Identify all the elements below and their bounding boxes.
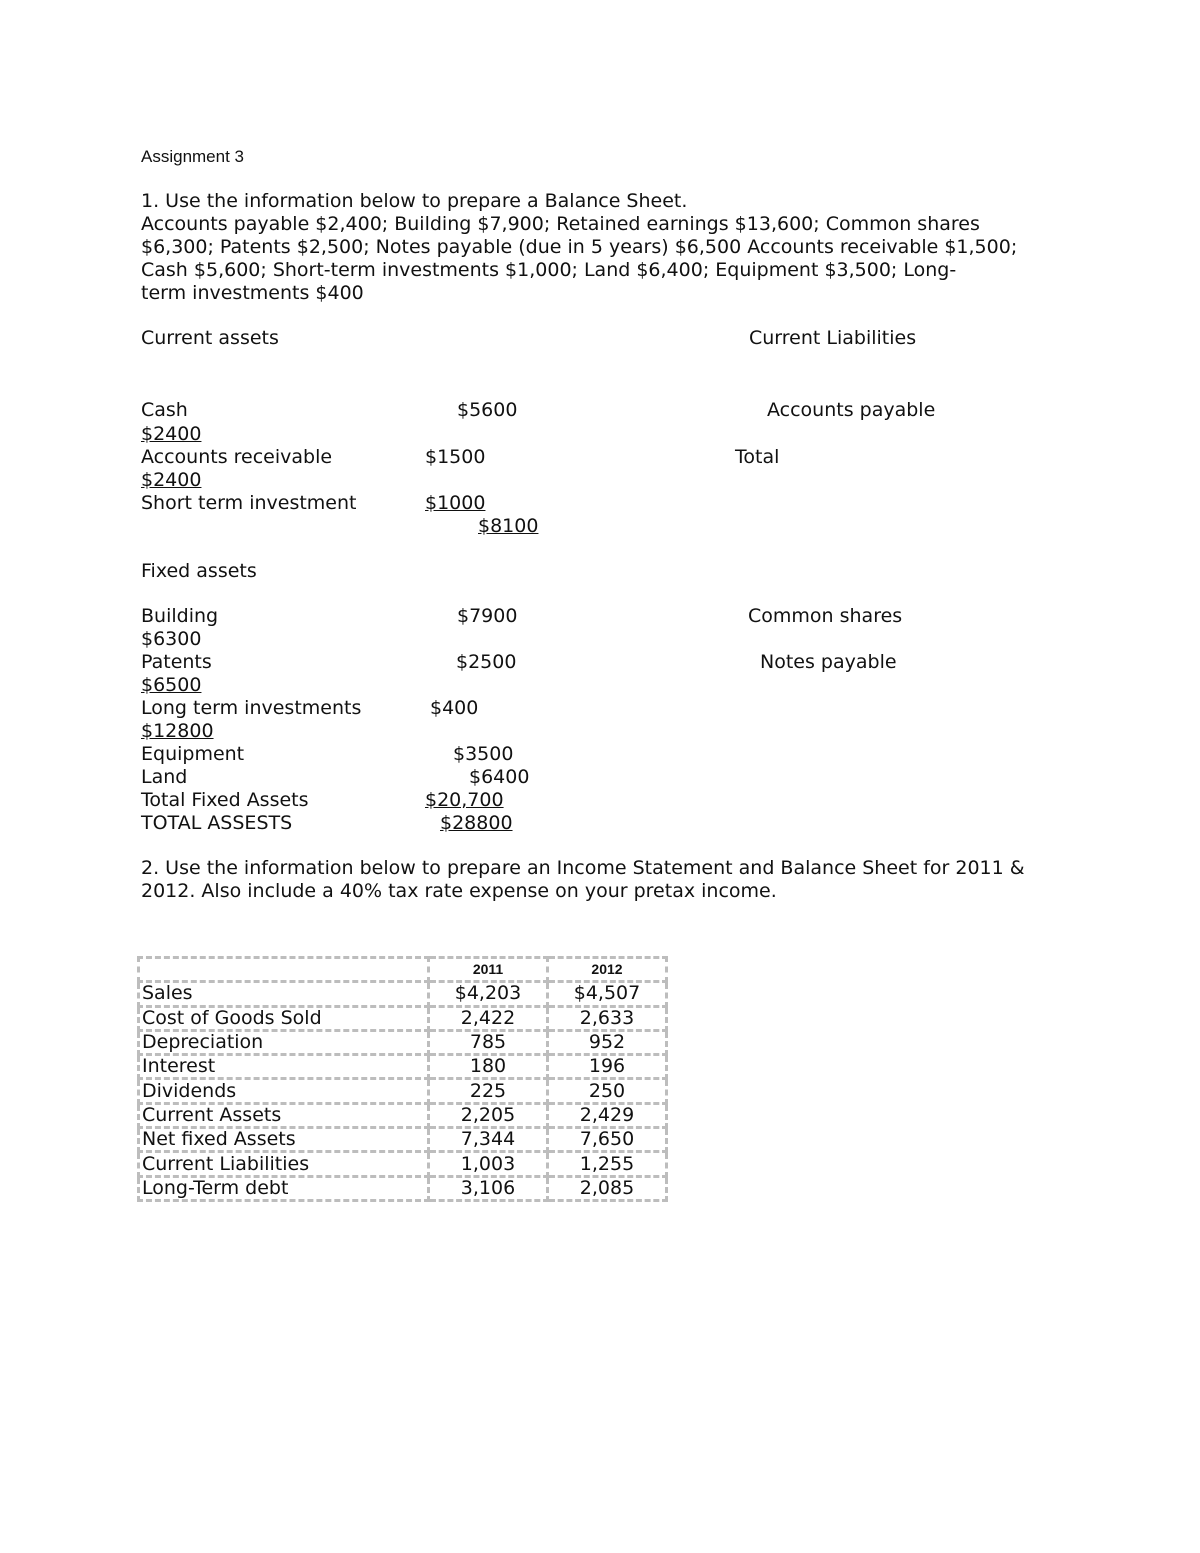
row-label: Long-Term debt bbox=[139, 1176, 429, 1200]
cell-2012: 952 bbox=[548, 1030, 667, 1054]
table-row bbox=[139, 1006, 667, 1030]
table-row bbox=[139, 1176, 667, 1200]
equity-total-value: $12800 bbox=[141, 720, 214, 742]
table-row bbox=[139, 1128, 667, 1152]
total-fixed-assets-value: $20,700 bbox=[425, 789, 504, 811]
cell-2012: 2,633 bbox=[548, 1006, 667, 1030]
row-label: Depreciation bbox=[139, 1030, 429, 1054]
common-shares-value: $6300 bbox=[141, 628, 202, 650]
accounts-payable-label: Accounts payable bbox=[767, 399, 936, 421]
cell-2011: 3,106 bbox=[429, 1176, 548, 1200]
current-assets-total: $8100 bbox=[478, 515, 539, 537]
notes-payable-label: Notes payable bbox=[760, 651, 897, 673]
cell-2012: 7,650 bbox=[548, 1128, 667, 1152]
cell-2011: 2,205 bbox=[429, 1103, 548, 1127]
table-row bbox=[139, 1079, 667, 1103]
row-label: Current Assets bbox=[139, 1103, 429, 1127]
short-term-investment-value: $1000 bbox=[425, 492, 486, 514]
question-1-info-line: Cash $5,600; Short-term investments $1,000; Land $6,400; Equipment $3,500; Long- bbox=[141, 259, 957, 281]
question-2-prompt-line: 2. Use the information below to prepare an Income Statement and Balance Sheet for 2011 & bbox=[141, 857, 1025, 879]
row-label: Sales bbox=[139, 982, 429, 1006]
cell-2011: 785 bbox=[429, 1030, 548, 1054]
table-row bbox=[139, 1103, 667, 1127]
land-value: $6400 bbox=[469, 766, 530, 788]
table-header-year: 2012 bbox=[548, 958, 667, 982]
accounts-payable-value: $2400 bbox=[141, 423, 202, 445]
cell-2012: 250 bbox=[548, 1079, 667, 1103]
cash-label: Cash bbox=[141, 399, 188, 421]
table-row bbox=[139, 1030, 667, 1054]
cell-2012: 1,255 bbox=[548, 1152, 667, 1176]
table-header-row bbox=[139, 958, 667, 982]
cell-2012: $4,507 bbox=[548, 982, 667, 1006]
cell-2011: 2,422 bbox=[429, 1006, 548, 1030]
cash-value: $5600 bbox=[457, 399, 518, 421]
row-label: Net fixed Assets bbox=[139, 1128, 429, 1152]
question-1-info-line: term investments $400 bbox=[141, 282, 364, 304]
cell-2011: $4,203 bbox=[429, 982, 548, 1006]
cell-2012: 196 bbox=[548, 1055, 667, 1079]
liabilities-total-label: Total bbox=[735, 446, 780, 468]
table-header-year: 2011 bbox=[429, 958, 548, 982]
total-fixed-assets-label: Total Fixed Assets bbox=[141, 789, 309, 811]
patents-label: Patents bbox=[141, 651, 212, 673]
accounts-receivable-value: $1500 bbox=[425, 446, 486, 468]
total-assets-value: $28800 bbox=[440, 812, 513, 834]
question-1-info-line: $6,300; Patents $2,500; Notes payable (due in 5 years) $6,500 Accounts receivable $1,500; bbox=[141, 236, 1018, 258]
current-liabilities-heading: Current Liabilities bbox=[749, 327, 917, 349]
building-label: Building bbox=[141, 605, 219, 627]
row-label: Dividends bbox=[139, 1079, 429, 1103]
table-row bbox=[139, 1152, 667, 1176]
table-header-blank bbox=[139, 958, 429, 982]
long-term-investments-label: Long term investments bbox=[141, 697, 362, 719]
short-term-investment-label: Short term investment bbox=[141, 492, 357, 514]
liabilities-total-value: $2400 bbox=[141, 469, 202, 491]
cell-2012: 2,429 bbox=[548, 1103, 667, 1127]
table-row bbox=[139, 1055, 667, 1079]
total-assets-label: TOTAL ASSESTS bbox=[141, 812, 293, 834]
row-label: Interest bbox=[139, 1055, 429, 1079]
cell-2011: 180 bbox=[429, 1055, 548, 1079]
cell-2011: 1,003 bbox=[429, 1152, 548, 1176]
row-label: Cost of Goods Sold bbox=[139, 1006, 429, 1030]
long-term-investments-value: $400 bbox=[430, 697, 479, 719]
patents-value: $2500 bbox=[456, 651, 517, 673]
equipment-label: Equipment bbox=[141, 743, 245, 765]
page-title: Assignment 3 bbox=[141, 147, 244, 166]
equipment-value: $3500 bbox=[453, 743, 514, 765]
table-row bbox=[139, 982, 667, 1006]
financial-data-table bbox=[137, 956, 668, 1202]
question-1-prompt: 1. Use the information below to prepare a Balance Sheet. bbox=[141, 190, 688, 212]
question-2-prompt-line: 2012. Also include a 40% tax rate expense on your pretax income. bbox=[141, 880, 777, 902]
row-label: Current Liabilities bbox=[139, 1152, 429, 1176]
fixed-assets-heading: Fixed assets bbox=[141, 560, 257, 582]
building-value: $7900 bbox=[457, 605, 518, 627]
question-1-info-line: Accounts payable $2,400; Building $7,900; Retained earnings $13,600; Common shares bbox=[141, 213, 980, 235]
cell-2012: 2,085 bbox=[548, 1176, 667, 1200]
cell-2011: 225 bbox=[429, 1079, 548, 1103]
common-shares-label: Common shares bbox=[748, 605, 903, 627]
notes-payable-value: $6500 bbox=[141, 674, 202, 696]
land-label: Land bbox=[141, 766, 188, 788]
cell-2011: 7,344 bbox=[429, 1128, 548, 1152]
current-assets-heading: Current assets bbox=[141, 327, 279, 349]
accounts-receivable-label: Accounts receivable bbox=[141, 446, 333, 468]
